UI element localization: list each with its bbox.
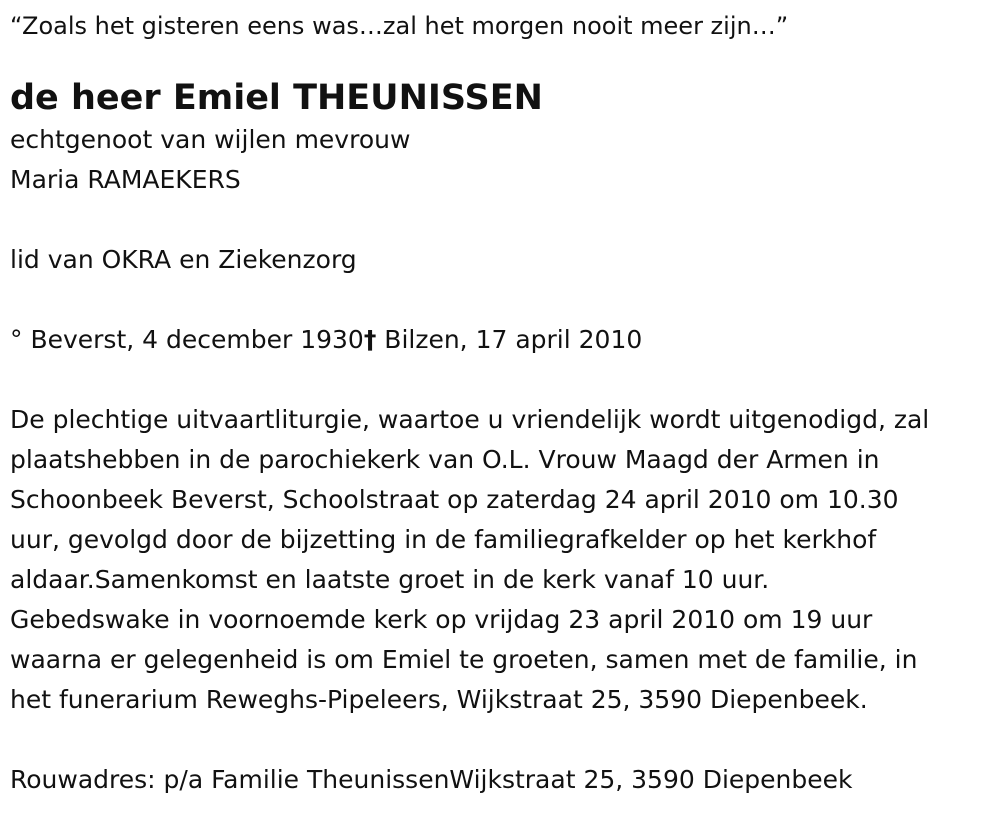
- life-dates-line: [10, 320, 1000, 360]
- announcement-line: het funerarium Reweghs-Pipeleers, Wijkstraat 25, 3590 Diepenbeek.: [10, 685, 868, 714]
- death-info: Bilzen, 17 april 2010: [376, 325, 643, 354]
- funeral-announcement: [10, 400, 1000, 720]
- announcement-line: uur, gevolgd door de bijzetting in de familiegrafkelder op het kerkhof: [10, 525, 877, 554]
- spacer: [10, 360, 1000, 400]
- announcement-line: waarna er gelegenheid is om Emiel te groeten, samen met de familie, in: [10, 645, 918, 674]
- spacer: [10, 200, 1000, 240]
- mourning-address: Rouwadres: p/a Familie TheunissenWijkstraat 25, 3590 Diepenbeek: [10, 765, 853, 794]
- announcement-line: Gebedswake in voornoemde kerk op vrijdag 23 april 2010 om 19 uur: [10, 605, 873, 634]
- announcement-line: Schoonbeek Beverst, Schoolstraat op zaterdag 24 april 2010 om 10.30: [10, 485, 899, 514]
- membership-line: lid van OKRA en Ziekenzorg: [10, 245, 357, 274]
- opening-quote: “Zoals het gisteren eens was…zal het morgen nooit meer zijn…”: [10, 12, 789, 40]
- cross-icon: †: [363, 325, 377, 354]
- birth-info: ° Beverst, 4 december 1930: [10, 325, 364, 354]
- announcement-line: plaatshebben in de parochiekerk van O.L. Vrouw Maagd der Armen in: [10, 445, 880, 474]
- spouse-line-1: echtgenoot van wijlen mevrouw: [10, 125, 411, 154]
- spacer: [10, 280, 1000, 320]
- announcement-line: aldaar.Samenkomst en laatste groet in de kerk vanaf 10 uur.: [10, 565, 770, 594]
- spacer: [10, 720, 1000, 760]
- spouse-line-2: Maria RAMAEKERS: [10, 165, 241, 194]
- announcement-line: De plechtige uitvaartliturgie, waartoe u vriendelijk wordt uitgenodigd, zal: [10, 405, 930, 434]
- deceased-name: de heer Emiel THEUNISSEN: [10, 78, 543, 118]
